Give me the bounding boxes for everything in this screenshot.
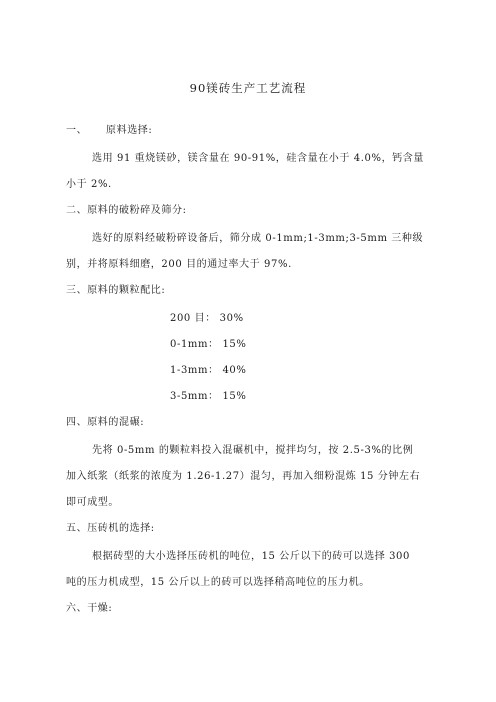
mix-item-3-5mm: 3-5mm： 15% [170, 391, 247, 402]
section-1-line-1: 选用 91 重烧镁砂，镁含量在 90-91%，硅含量在小于 4.0%，钙含量 [92, 153, 424, 164]
section-2-line-1: 选好的原料经破粉碎设备后，筛分成 0-1mm;1-3mm;3-5mm 三种级 [92, 233, 424, 244]
mix-item-0-1mm: 0-1mm： 15% [170, 339, 247, 350]
section-1-line-2: 小于 2%. [66, 179, 112, 190]
section-3-heading: 三、原料的颗粒配比: [66, 285, 166, 296]
section-1-heading: 原料选择: [106, 125, 153, 136]
section-4-line-2: 加入纸浆（纸浆的浓度为 1.26-1.27）混匀，再加入细粉混炼 15 分钟左右 [66, 471, 421, 482]
section-6-heading: 六、干燥: [66, 603, 113, 614]
section-1-number: 一、 [66, 125, 88, 136]
section-4-line-1: 先将 0-5mm 的颗粒料投入混碾机中，搅拌均匀，按 2.5-3%的比例 [92, 445, 414, 456]
section-2-line-2: 别，并将原料细磨，200 目的通过率大于 97%. [66, 259, 292, 270]
section-4-heading: 四、原料的混碾: [66, 417, 145, 428]
mix-item-200mesh: 200 目： 30% [170, 313, 244, 324]
section-5-line-2: 吨的压力机成型，15 公斤以上的砖可以选择稍高吨位的压力机。 [66, 577, 370, 588]
section-2-heading: 二、原料的破粉碎及筛分: [66, 205, 187, 216]
page-title: 90镁砖生产工艺流程 [189, 81, 307, 95]
mix-item-1-3mm: 1-3mm： 40% [170, 365, 247, 376]
section-5-line-1: 根据砖型的大小选择压砖机的吨位，15 公斤以下的砖可以选择 300 [92, 551, 410, 562]
section-4-line-3: 即可成型。 [66, 497, 119, 508]
section-5-heading: 五、压砖机的选择: [66, 523, 155, 534]
